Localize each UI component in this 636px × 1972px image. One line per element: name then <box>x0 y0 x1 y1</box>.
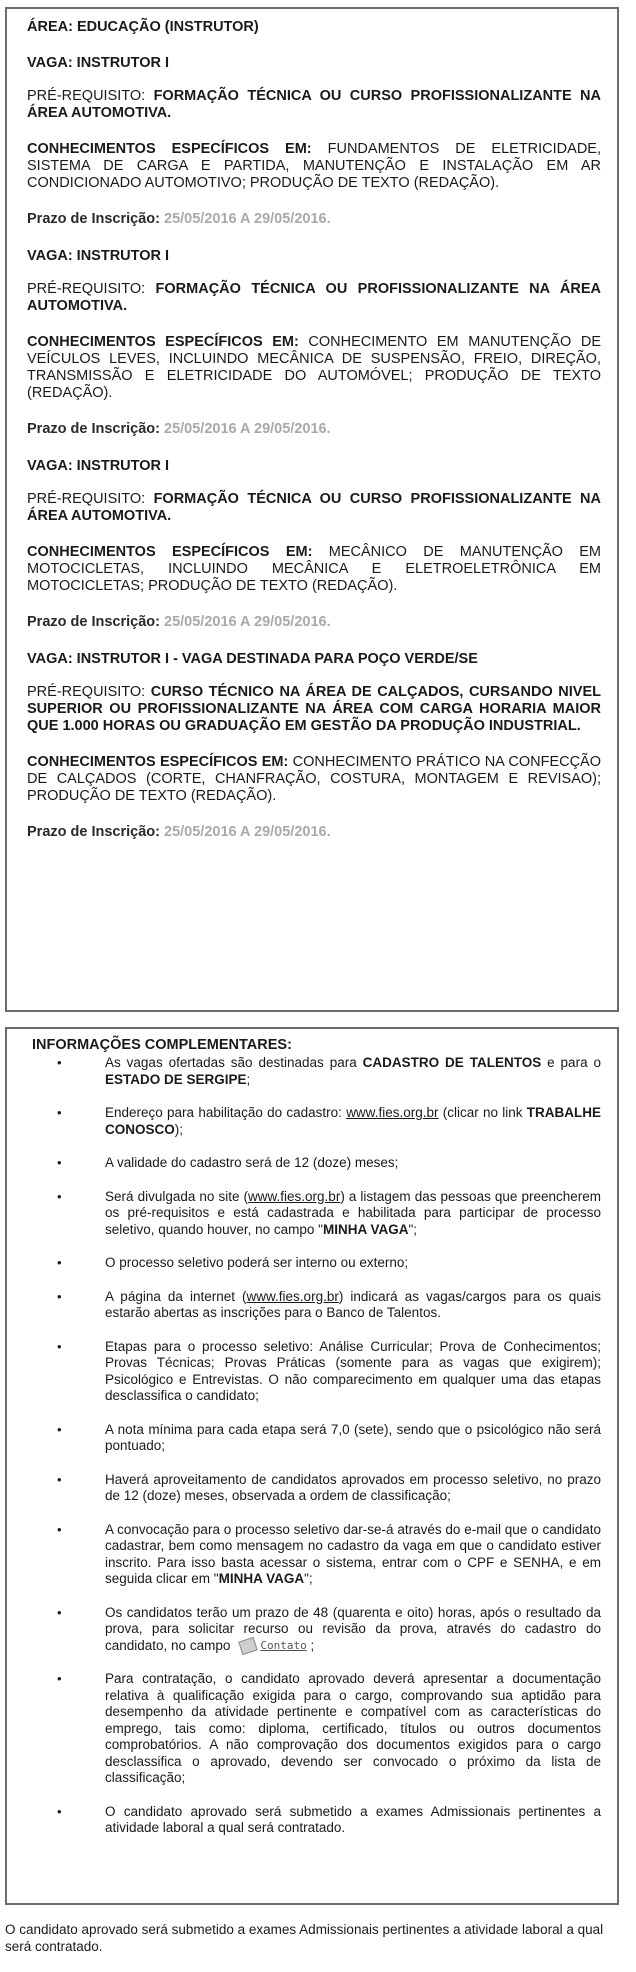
footer-note: O candidato aprovado será submetido a exames Admissionais pertinentes a atividade laboral a qual será contratado. <box>5 1922 604 1954</box>
vaga-block-4 <box>27 651 601 840</box>
prereq-text: FORMAÇÃO TÉCNICA OU CURSO PROFISSIONALIZANTE NA ÁREA AUTOMOTIVA. <box>27 88 601 121</box>
text: A convocação para o processo seletivo dar-se-á através do e-mail que o candidato cadastrar, bem como mensagem no cadastro da vaga em que o candidato estiver inscrito. Para isso basta acessar o sistema, entrar com o CPF e SENHA, e em seguida clicar em " <box>105 1521 601 1586</box>
conhec-label: CONHECIMENTOS ESPECÍFICOS EM: <box>27 754 289 770</box>
text: Os candidatos terão um prazo de 48 (quarenta e oito) horas, após o resultado da prova, para solicitar recurso ou revisão da prova, através do cadastro do candidato, no campo <box>105 1604 601 1653</box>
vaga-block-3 <box>27 458 601 630</box>
vaga-title: VAGA: INSTRUTOR I <box>27 248 170 264</box>
text: O candidato aprovado será submetido a exames Admissionais pertinentes a atividade laboral a qual será contratado. <box>105 1803 601 1836</box>
text: Endereço para habilitação do cadastro: <box>105 1105 347 1120</box>
conhec-text: MECÂNICO DE MANUTENÇÃO EM MOTOCICLETAS, INCLUINDO MECÂNICA E ELETROELETRÔNICA EM MOTOCICLETAS; PRODUÇÃO DE TEXTO (REDAÇÃO). <box>27 544 601 594</box>
bullet-icon: • <box>57 1188 62 1204</box>
bullet-icon: • <box>57 1521 62 1537</box>
list-item <box>32 1671 601 1787</box>
contato-label: Contato <box>260 1638 307 1652</box>
prereq-label: PRÉ-REQUISITO: <box>27 684 146 700</box>
text: As vagas ofertadas são destinadas para <box>105 1055 363 1070</box>
text-bold: TRABALHE CONOSCO <box>105 1105 602 1137</box>
prazo-label: Prazo de Inscrição: <box>27 211 160 227</box>
text: A página da internet ( <box>105 1288 247 1304</box>
text: ); <box>174 1121 184 1137</box>
text: ; <box>310 1637 315 1653</box>
prereq-label: PRÉ-REQUISITO: <box>27 491 146 507</box>
prazo-inscricao <box>27 421 601 437</box>
prereq-label: PRÉ-REQUISITO: <box>27 88 146 104</box>
site-link[interactable]: www.fies.org.br <box>248 1188 341 1204</box>
info-list <box>32 1055 601 1837</box>
prerequisito <box>27 684 601 735</box>
conhec-text: CONHECIMENTO PRÁTICO NA CONFECÇÃO DE CALÇADOS (CORTE, CHANFRAÇÃO, COSTURA, MONTAGEM E REVISAO); PRODUÇÃO DE TEXTO (REDAÇÃO). <box>27 754 602 804</box>
prerequisito <box>27 491 601 525</box>
text: ; <box>246 1071 251 1087</box>
vaga-title: VAGA: INSTRUTOR I - VAGA DESTINADA PARA POÇO VERDE/SE <box>27 651 478 667</box>
text-bold: MINHA VAGA <box>322 1221 409 1237</box>
list-item <box>32 1522 601 1588</box>
text: "; <box>304 1571 313 1586</box>
list-item <box>32 1605 601 1655</box>
conhecimentos <box>27 141 601 192</box>
vaga-title: VAGA: INSTRUTOR I <box>27 458 170 474</box>
area-title: ÁREA: EDUCAÇÃO (INSTRUTOR) <box>27 19 259 35</box>
text-bold: CADASTRO DE TALENTOS <box>362 1055 542 1070</box>
text: Para contratação, o candidato aprovado deverá apresentar a documentação relativa à qualificação exigida para o cargo, comprovando sua aptidão para desempenho da atividade pertinente e compatível com as características do emprego, tais como: diploma, certificado, títulos ou outros documentos comprobatórios. A não comprovação dos documentos exigidos para o cargo desclassifica o aprovado, devendo ser convocado o próximo da lista de classificação; <box>105 1671 601 1786</box>
vaga-block-2 <box>27 248 601 437</box>
list-item <box>32 1804 601 1837</box>
list-item <box>32 1289 601 1322</box>
contact-card-icon <box>239 1637 259 1655</box>
text: "; <box>408 1221 417 1237</box>
prazo-label: Prazo de Inscrição: <box>27 614 160 630</box>
prazo-date: 25/05/2016 A 29/05/2016. <box>164 614 331 630</box>
bullet-icon: • <box>57 1338 62 1354</box>
prazo-inscricao <box>27 614 601 630</box>
text: Etapas para o processo seletivo: Análise Curricular; Prova de Conhecimentos; Provas Técnicas; Provas Práticas (somente para as vagas que exigirem); Psicológico e Entrevistas. O não comparecimento em qualquer uma das etapas desclassifica o candidato; <box>105 1338 601 1403</box>
list-item <box>32 1055 601 1088</box>
bullet-icon: • <box>57 1105 62 1120</box>
contato-link[interactable] <box>240 1638 306 1655</box>
site-link[interactable]: www.fies.org.br <box>246 1288 339 1304</box>
text: Haverá aproveitamento de candidatos aprovados em processo seletivo, no prazo de 12 (doze) meses, observada a ordem de classificação; <box>105 1471 601 1503</box>
conhec-label: CONHECIMENTOS ESPECÍFICOS EM: <box>27 544 313 560</box>
list-item <box>32 1472 601 1505</box>
prerequisito <box>27 88 601 122</box>
vagas-section <box>5 7 619 1012</box>
bullet-icon: • <box>57 1671 62 1687</box>
bullet-icon: • <box>57 1421 62 1437</box>
vaga-block-1 <box>27 55 601 227</box>
bullet-icon: • <box>57 1055 62 1070</box>
prazo-inscricao <box>27 824 601 840</box>
text: A validade do cadastro será de 12 (doze) meses; <box>105 1155 399 1170</box>
bullet-icon: • <box>57 1288 62 1304</box>
text-bold: MINHA VAGA <box>218 1571 305 1586</box>
conhecimentos <box>27 754 601 805</box>
prazo-date: 25/05/2016 A 29/05/2016. <box>164 421 331 437</box>
prereq-text: CURSO TÉCNICO NA ÁREA DE CALÇADOS, CURSANDO NIVEL SUPERIOR OU PROFISSIONALIZANTE NA ÁREA COM CARGA HORARIA MAIOR QUE 1.000 HORAS OU GRADUAÇÃO EM GESTÃO DA PRODUÇÃO INDUSTRIAL. <box>27 684 601 734</box>
list-item <box>32 1155 601 1172</box>
bullet-icon: • <box>57 1604 62 1620</box>
text: ) indicará as vagas/cargos para os quais estarão abertas as inscrições para o Banco de Talentos. <box>105 1288 601 1320</box>
text: A nota mínima para cada etapa será 7,0 (sete), sendo que o psicológico não será pontuado; <box>105 1421 601 1453</box>
conhec-text: CONHECIMENTO EM MANUTENÇÃO DE VEÍCULOS LEVES, INCLUINDO MECÂNICA DE SUSPENSÃO, FREIO, DIREÇÃO, TRANSMISSÃO E ELETRICIDADE DO AUTOMÓVEL; PRODUÇÃO DE TEXTO (REDAÇÃO). <box>27 334 601 401</box>
prereq-label: PRÉ-REQUISITO: <box>27 281 146 297</box>
prazo-label: Prazo de Inscrição: <box>27 421 160 437</box>
site-link[interactable]: www.fies.org.br <box>346 1105 439 1120</box>
list-item <box>32 1255 601 1272</box>
bullet-icon: • <box>57 1155 62 1170</box>
prazo-inscricao <box>27 211 601 227</box>
text: ) a listagem das pessoas que preencherem os pré-requisitos e está cadastrada e habilitada para participar de processo seletivo, quando houver, no campo " <box>105 1188 601 1237</box>
conhec-text: FUNDAMENTOS DE ELETRICIDADE, SISTEMA DE CARGA E PARTIDA, MANUTENÇÃO E INSTALAÇÃO EM AR CONDICIONADO AUTOMOTIVO; PRODUÇÃO DE TEXTO (REDAÇÃO). <box>27 141 601 191</box>
info-title: INFORMAÇÕES COMPLEMENTARES: <box>32 1037 292 1053</box>
prereq-text: FORMAÇÃO TÉCNICA OU PROFISSIONALIZANTE NA ÁREA AUTOMOTIVA. <box>27 281 602 314</box>
text-bold: ESTADO DE SERGIPE <box>105 1071 247 1087</box>
bullet-icon: • <box>57 1803 62 1819</box>
text: Será divulgada no site ( <box>105 1188 249 1204</box>
informacoes-section <box>5 1027 619 1905</box>
list-item <box>32 1339 601 1405</box>
conhecimentos <box>27 334 601 402</box>
conhec-label: CONHECIMENTOS ESPECÍFICOS EM: <box>27 334 299 350</box>
text: O processo seletivo poderá ser interno ou externo; <box>105 1255 409 1270</box>
list-item <box>32 1105 601 1138</box>
prazo-date: 25/05/2016 A 29/05/2016. <box>164 824 331 840</box>
vaga-title: VAGA: INSTRUTOR I <box>27 55 170 71</box>
bullet-icon: • <box>57 1471 62 1487</box>
prerequisito <box>27 281 601 315</box>
list-item <box>32 1189 601 1239</box>
prereq-text: FORMAÇÃO TÉCNICA OU CURSO PROFISSIONALIZANTE NA ÁREA AUTOMOTIVA. <box>27 491 601 524</box>
prazo-date: 25/05/2016 A 29/05/2016. <box>164 211 331 227</box>
text: (clicar no link <box>438 1105 527 1120</box>
list-item <box>32 1422 601 1455</box>
conhecimentos <box>27 544 601 595</box>
conhec-label: CONHECIMENTOS ESPECÍFICOS EM: <box>27 141 312 157</box>
prazo-label: Prazo de Inscrição: <box>27 824 160 840</box>
text: e para o <box>541 1055 601 1070</box>
bullet-icon: • <box>57 1255 62 1270</box>
